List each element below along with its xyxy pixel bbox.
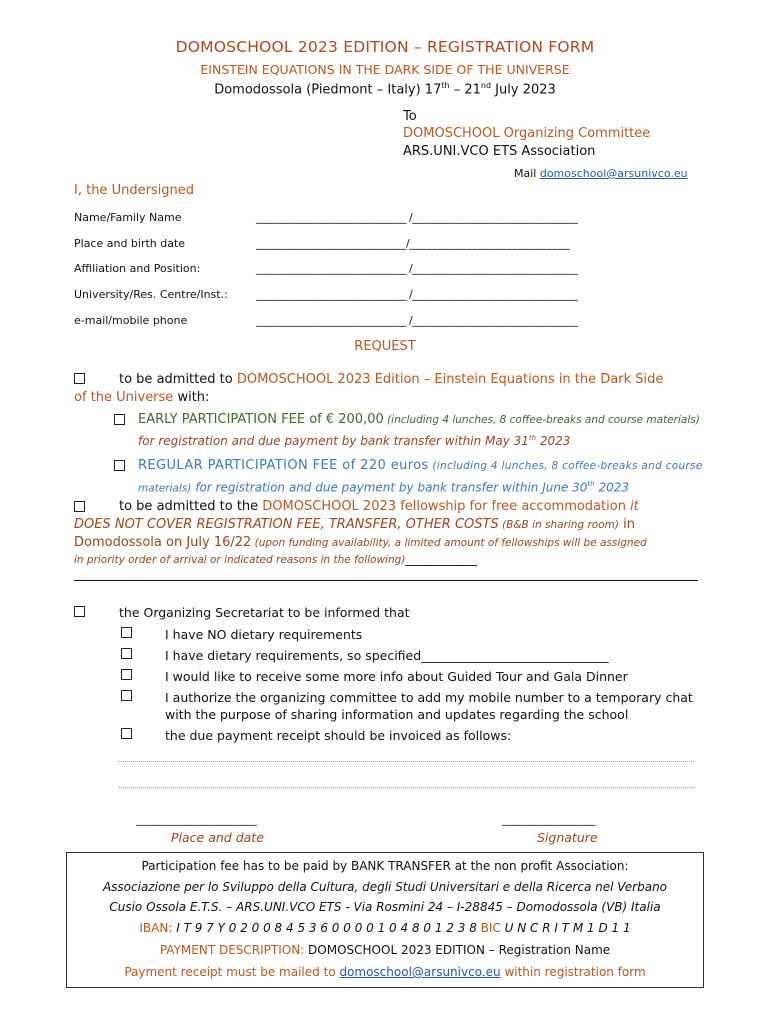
dietary-checkbox[interactable] [121, 648, 132, 659]
fellowship-line3: Domodossola on July 16/22 (upon funding availability, a limited amount of fellowships will be assigned [74, 535, 647, 550]
payment-association-address: Cusio Ossola E.T.S. – ARS.UNI.VCO ETS - Via Rosmini 24 – I-28845 – Domodossola (VB) Italia [109, 900, 661, 914]
mail-line: Mail domoschool@arsunivco.eu [514, 167, 688, 180]
payment-iban-bic: IBAN: I T 9 7 Y 0 2 0 0 8 4 5 3 6 0 0 0 0 1 0 4 8 0 1 2 3 8 BIC U N C R I T M 1 D 1 1 [139, 921, 631, 935]
field-input-email[interactable]: ______________________________ /_________________________________ [256, 314, 578, 327]
payment-receipt: Payment receipt must be mailed to domoschool@arsunivco.eu within registration form [124, 965, 646, 979]
payment-association-name: Associazione per lo Sviluppo della Cultura, degli Studi Universitari e della Ricerca nel Verbano [102, 880, 668, 894]
event-location-dates: Domodossola (Piedmont – Italy) 17th – 21nd July 2023 [214, 81, 556, 98]
form-title: DOMOSCHOOL 2023 EDITION – REGISTRATION FORM [175, 38, 595, 56]
fellowship-checkbox[interactable] [74, 501, 85, 512]
undersigned-heading: I, the Undersigned [74, 183, 195, 198]
field-label-email: e-mail/mobile phone [74, 314, 188, 327]
invoice-line-2[interactable] [119, 787, 694, 788]
regular-fee-checkbox[interactable] [114, 460, 125, 471]
guided-tour-label: I would like to receive some more info about Guided Tour and Gala Dinner [165, 669, 628, 684]
receipt-email-link[interactable]: domoschool@arsunivco.eu [339, 965, 501, 979]
field-input-university[interactable]: ______________________________ /_________________________________ [256, 288, 578, 301]
place-date-line[interactable]: ______________________ [136, 813, 257, 826]
invoice-label: the due payment receipt should be invoiced as follows: [165, 728, 512, 743]
signature-label: Signature [537, 830, 598, 845]
early-fee-checkbox[interactable] [114, 414, 125, 425]
early-fee-line2: for registration and due payment by bank transfer within May 31th 2023 [138, 434, 571, 448]
addressee-to: To [403, 109, 417, 124]
invoice-line-1[interactable] [119, 761, 694, 762]
payment-description: PAYMENT DESCRIPTION: DOMOSCHOOL 2023 EDITION – Registration Name [159, 943, 611, 957]
option-admission-checkbox[interactable] [74, 373, 85, 384]
addressee-committee: DOMOSCHOOL Organizing Committee [403, 126, 651, 141]
secretariat-intro: the Organizing Secretariat to be informed that [119, 605, 410, 620]
form-subtitle: EINSTEIN EQUATIONS IN THE DARK SIDE OF THE UNIVERSE [200, 62, 570, 77]
chat-consent-label: I authorize the organizing committee to add my mobile number to a temporary chat [165, 690, 693, 705]
no-dietary-checkbox[interactable] [121, 627, 132, 638]
field-label-university: University/Res. Centre/Inst.: [74, 288, 228, 301]
fellowship-line1: to be admitted to the DOMOSCHOOL 2023 fellowship for free accommodation it [119, 499, 639, 514]
field-input-name[interactable]: ______________________________ /_________________________________ [256, 211, 578, 224]
early-fee-line1: EARLY PARTICIPATION FEE of € 200,00 (including 4 lunches, 8 coffee-breaks and course materials) [138, 412, 700, 427]
chat-consent-checkbox[interactable] [121, 690, 132, 701]
mail-link[interactable]: domoschool@arsunivco.eu [539, 167, 688, 180]
request-heading: REQUEST [354, 339, 416, 354]
invoice-checkbox[interactable] [121, 728, 132, 739]
option-admission-line2: of the Universe with: [74, 390, 210, 405]
signature-line[interactable]: _________________ [502, 813, 596, 826]
dietary-label: I have dietary requirements, so specified______________________________ [165, 648, 609, 663]
addressee-association: ARS.UNI.VCO ETS Association [403, 144, 596, 159]
field-input-birth[interactable]: ______________________________/________________________________ [256, 237, 570, 250]
field-input-affiliation[interactable]: ______________________________ /_________________________________ [256, 262, 578, 275]
place-date-label: Place and date [171, 830, 264, 845]
regular-fee-line2: materials) for registration and due payment by bank transfer within June 30th 2023 [138, 480, 629, 495]
regular-fee-line1: REGULAR PARTICIPATION FEE of 220 euros (including 4 lunches, 8 coffee-breaks and course [138, 458, 703, 473]
fellowship-line2: DOES NOT COVER REGISTRATION FEE, TRANSFER, OTHER COSTS (B&B in sharing room) in [74, 517, 635, 532]
chat-consent-label-line2: with the purpose of sharing information and updates regarding the school [165, 707, 629, 722]
fellowship-line4: in priority order of arrival or indicated reasons in the following)___________ [74, 552, 477, 567]
secretariat-checkbox[interactable] [74, 606, 85, 617]
option-admission-line1: to be admitted to DOMOSCHOOL 2023 Edition – Einstein Equations in the Dark Side [119, 372, 664, 387]
field-label-name: Name/Family Name [74, 211, 182, 224]
section-divider [74, 580, 698, 581]
field-label-affiliation: Affiliation and Position: [74, 262, 201, 275]
guided-tour-checkbox[interactable] [121, 669, 132, 680]
payment-line1: Participation fee has to be paid by BANK TRANSFER at the non profit Association: [141, 859, 629, 873]
no-dietary-label: I have NO dietary requirements [165, 627, 363, 642]
field-label-birth: Place and birth date [74, 237, 186, 250]
